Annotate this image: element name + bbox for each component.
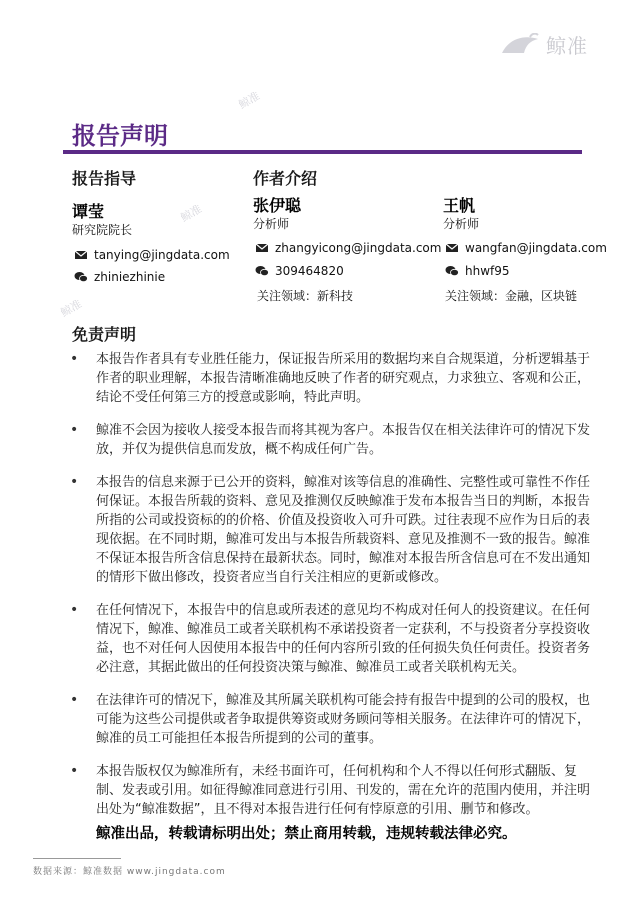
disclaimer-item: • 鲸准不会因为接收人接受本报告而将其视为客户。本报告仅在相关法律许可的情况下发放，并仅为提供信息而发放，概不构成任何广告。 xyxy=(70,421,590,459)
watermark: 鲸准 xyxy=(236,89,263,112)
author-email xyxy=(255,241,441,255)
disclaimer-heading: 免责声明 xyxy=(72,325,137,344)
watermark: 鲸准 xyxy=(178,202,205,225)
email-icon xyxy=(74,248,88,262)
whale-logo-icon xyxy=(500,33,540,57)
disclaimer-item: • 本报告的信息来源于已公开的资料，鲸准对该等信息的准确性、完整性或可靠性不作任何保证。本报告所载的资料、意见及推测仅反映鲸准于发布本报告当日的判断，本报告所指的公司或投资标的的价格、价值及投资收入可升可跌。过往表现不应作为日后的表现依据。在不同时期，鲸准可发出与本报告所载资料、意见及推测不一致的报告。鲸准不保证本报告所含信息保持在最新状态。同时，鲸准对本报告所含信息可在不发出通知的情形下做出修改，投资者应当自行关注相应的更新或修改。 xyxy=(70,473,590,587)
author-role: 分析师 xyxy=(253,217,290,231)
email-icon xyxy=(255,241,269,255)
author-email-text: zhangyicong@jingdata.com xyxy=(275,241,442,255)
page-title: 报告声明 xyxy=(72,122,168,150)
author-wechat xyxy=(255,264,344,278)
brand-logo xyxy=(500,30,588,59)
wechat-icon xyxy=(255,264,269,278)
email-icon xyxy=(445,241,459,255)
author-focus: 关注领域：新科技 xyxy=(257,289,354,303)
author-email xyxy=(445,241,607,255)
guidance-email-text: tanying@jingdata.com xyxy=(94,248,230,262)
authors-heading: 作者介绍 xyxy=(253,169,318,188)
guidance-name: 谭莹 xyxy=(72,202,105,221)
watermark: 鲸准 xyxy=(58,297,85,320)
guidance-role: 研究院院长 xyxy=(72,223,133,237)
copyright-slogan: 鲸准出品，转载请标明出处；禁止商用转载，违规转载法律必究。 xyxy=(96,826,517,842)
disclaimer-item: • 本报告作者具有专业胜任能力，保证报告所采用的数据均来自合规渠道，分析逻辑基于作者的职业理解，本报告清晰准确地反映了作者的研究观点，力求独立、客观和公正，结论不受任何第三方的授意或影响，特此声明。 xyxy=(70,350,590,407)
author-wechat-text: hhwf95 xyxy=(465,264,510,278)
author-name: 王帆 xyxy=(443,196,476,215)
author-name: 张伊聪 xyxy=(253,196,302,215)
author-email-text: wangfan@jingdata.com xyxy=(465,241,607,255)
wechat-icon xyxy=(74,270,88,284)
wechat-icon xyxy=(445,264,459,278)
disclaimer-item: • 在法律许可的情况下，鲸准及其所属关联机构可能会持有报告中提到的公司的股权，也可能为这些公司提供或者争取提供筹资或财务顾问等相关服务。在法律许可的情况下，鲸准的员工可能担任本报告所提到的公司的董事。 xyxy=(70,691,590,748)
author-focus: 关注领域：金融，区块链 xyxy=(445,289,578,303)
footer-source: 数据来源：鲸准数据 www.jingdata.com xyxy=(33,867,226,877)
guidance-heading: 报告指导 xyxy=(72,169,137,188)
author-wechat xyxy=(445,264,510,278)
footer-divider xyxy=(33,858,121,859)
disclaimer-list xyxy=(70,350,590,833)
guidance-wechat xyxy=(74,270,165,284)
author-role: 分析师 xyxy=(443,217,480,231)
title-divider xyxy=(63,150,582,154)
guidance-email xyxy=(74,248,230,262)
logo-text: 鲸准 xyxy=(546,34,588,58)
disclaimer-item: • 本报告版权仅为鲸准所有，未经书面许可，任何机构和个人不得以任何形式翻版、复制、发表或引用。如征得鲸准同意进行引用、刊发的，需在允许的范围内使用，并注明出处为“鲸准数据”，且不得对本报告进行任何有悖原意的引用、删节和修改。 xyxy=(70,762,590,819)
author-wechat-text: 309464820 xyxy=(275,264,344,278)
disclaimer-item: • 在任何情况下，本报告中的信息或所表述的意见均不构成对任何人的投资建议。在任何情况下，鲸准、鲸准员工或者关联机构不承诺投资者一定获利，不与投资者分享投资收益，也不对任何人因使用本报告中的任何内容所引致的任何损失负任何责任。投资者务必注意，其据此做出的任何投资决策与鲸准、鲸准员工或者关联机构无关。 xyxy=(70,601,590,677)
guidance-wechat-text: zhiniezhinie xyxy=(94,270,166,284)
